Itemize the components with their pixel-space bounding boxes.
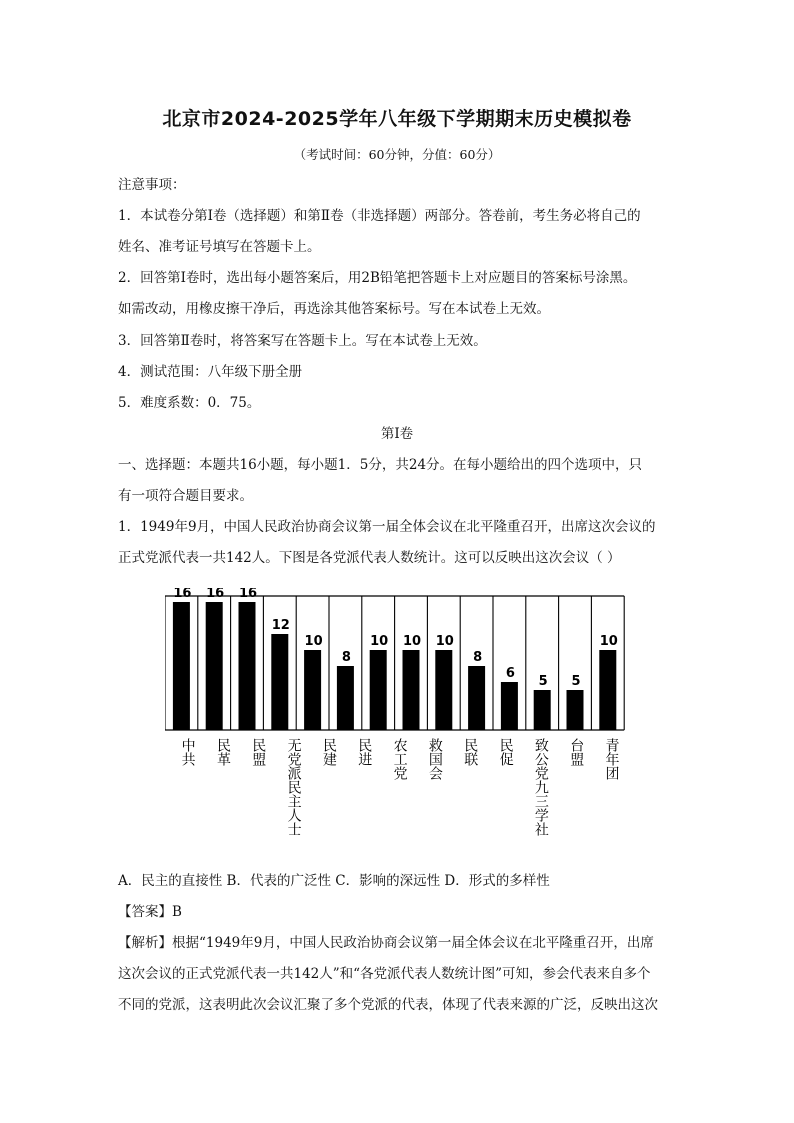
- chart-category-label: 中共: [179, 738, 196, 766]
- chart-bar: [403, 650, 420, 730]
- chart-bar: [567, 690, 584, 730]
- section-instruction: 一、选择题：本题共16小题，每小题1．5分，共24分。在每小题给出的四个选项中，只: [118, 457, 643, 473]
- question-options: A．民主的直接性 B．代表的广泛性 C．影响的深远性 D．形式的多样性: [118, 873, 550, 889]
- chart-bar: [599, 650, 616, 730]
- chart-bar: [468, 666, 485, 730]
- chart-category-label: 民进: [356, 738, 373, 766]
- note-line: 5．难度系数：0．75。: [118, 395, 261, 411]
- chart-data-label: 16: [238, 588, 258, 601]
- chart-data-label: 16: [173, 588, 192, 601]
- analysis-line: 【解析】根据“1949年9月，中国人民政治协商会议第一届全体会议在北平隆重召开，出席: [118, 935, 654, 951]
- chart-bar: [435, 650, 452, 730]
- delegates-bar-chart: [165, 588, 635, 858]
- chart-data-label: 10: [304, 634, 323, 649]
- note-line: 姓名、准考证号填写在答题卡上。: [118, 239, 321, 255]
- analysis-line: 这次会议的正式党派代表一共142人”和“各党派代表人数统计图”可知，参会代表来自多个: [118, 966, 651, 982]
- chart-data-label: 10: [599, 634, 618, 649]
- chart-category-label: 民革: [214, 738, 231, 766]
- answer-line: 【答案】B: [118, 904, 182, 920]
- question-stem: 正式党派代表一共142人。下图是各党派代表人数统计。这可以反映出这次会议（ ）: [118, 550, 621, 566]
- notes-heading: 注意事项：: [118, 177, 186, 193]
- chart-data-label: 10: [402, 634, 422, 649]
- chart-bar: [239, 602, 256, 730]
- chart-category-label: 民盟: [250, 738, 267, 766]
- page-title: 北京市2024-2025学年八年级下学期期末历史模拟卷: [162, 108, 632, 130]
- chart-category-label: 无党派民主人士: [285, 738, 302, 836]
- question-stem: 1．1949年9月，中国人民政治协商会议第一届全体会议在北平隆重召开，出席这次会议的: [118, 519, 656, 535]
- chart-bar: [534, 690, 551, 730]
- chart-category-label: 民联: [462, 738, 479, 766]
- chart-bar: [173, 602, 190, 730]
- chart-bar: [370, 650, 387, 730]
- chart-bar: [501, 682, 518, 730]
- chart-bar: [271, 634, 288, 730]
- note-line: 如需改动，用橡皮擦干净后，再选涂其他答案标号。写在本试卷上无效。: [118, 301, 550, 317]
- chart-data-label: 10: [435, 634, 454, 649]
- exam-info: （考试时间：60分钟，分值：60分）: [293, 147, 501, 162]
- chart-category-label: 救国会: [426, 738, 443, 780]
- chart-category-label: 青年团: [603, 738, 620, 780]
- chart-bar: [304, 650, 321, 730]
- chart-bar: [337, 666, 354, 730]
- chart-data-label: 6: [505, 666, 515, 681]
- section-instruction: 有一项符合题目要求。: [118, 488, 253, 504]
- chart-category-label: 农工党: [391, 738, 408, 780]
- chart-data-label: 10: [370, 634, 389, 649]
- section-heading: 第Ⅰ卷: [380, 426, 414, 442]
- chart-data-label: 12: [271, 618, 290, 633]
- note-line: 4．测试范围：八年级下册全册: [118, 364, 303, 380]
- chart-data-label: 5: [571, 674, 581, 689]
- chart-data-label: 8: [473, 650, 483, 665]
- note-line: 3．回答第Ⅱ卷时，将答案写在答题卡上。写在本试卷上无效。: [118, 333, 487, 349]
- note-line: 1．本试卷分第Ⅰ卷（选择题）和第Ⅱ卷（非选择题）两部分。答卷前，考生务必将自己的: [118, 208, 641, 224]
- note-line: 2．回答第Ⅰ卷时，选出每小题答案后，用2B铅笔把答题卡上对应题目的答案标号涂黑。: [118, 270, 637, 286]
- chart-category-label: 民促: [497, 738, 514, 766]
- chart-data-label: 8: [341, 650, 351, 665]
- chart-category-label: 民建: [320, 738, 337, 766]
- chart-bar: [206, 602, 223, 730]
- chart-data-label: 16: [206, 588, 225, 601]
- chart-data-label: 5: [538, 674, 548, 689]
- chart-category-label: 致公党九三学社: [532, 738, 549, 836]
- analysis-line: 不同的党派，这表明此次会议汇聚了多个党派的代表，体现了代表来源的广泛，反映出这次: [118, 997, 658, 1013]
- chart-category-label: 台盟: [568, 738, 585, 766]
